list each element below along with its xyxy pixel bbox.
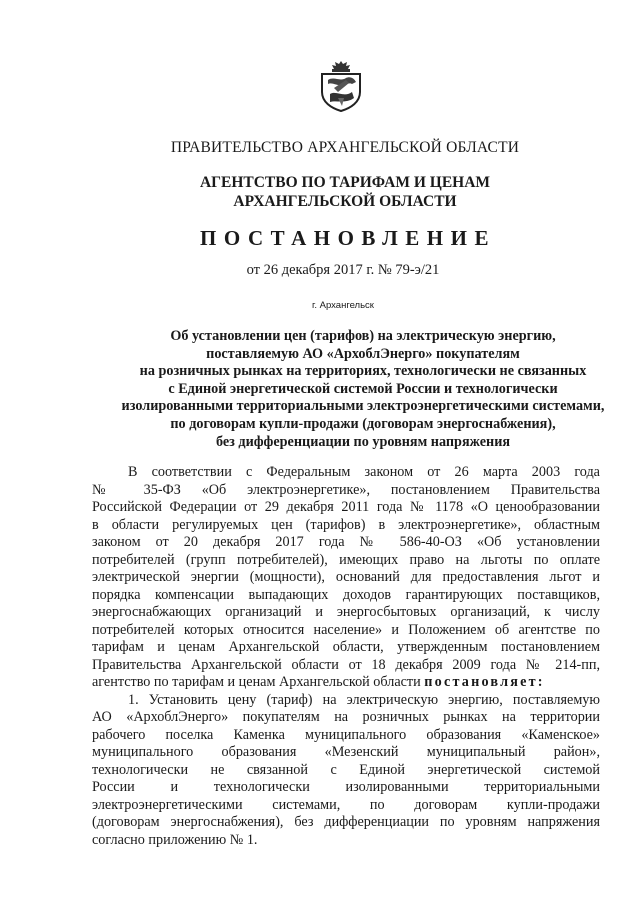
item-1-line: согласно приложению № 1. <box>92 831 258 848</box>
government-title: ПРАВИТЕЛЬСТВО АРХАНГЕЛЬСКОЙ ОБЛАСТИ <box>170 139 520 156</box>
item-1-line: АО «АрхоблЭнерго» покупателям на розничных рынках на территории <box>92 709 600 725</box>
agency-title-line-1: АГЕНТСТВО ПО ТАРИФАМ И ЦЕНАМ <box>199 174 491 191</box>
subject-line: без дифференциации по уровням напряжения <box>215 433 511 450</box>
body-line: потребителей (групп потребителей), имеющих право на льготы по оплате <box>92 551 600 568</box>
city-line: г. Архангельск <box>312 300 374 311</box>
body-line: тарифам и ценам Архангельской области, утвержденным постановлением <box>92 639 600 655</box>
subject-line: на розничных рынках на территориях, технологически не связанных <box>139 363 587 380</box>
body-line-decree <box>92 674 600 692</box>
body-line: потребителей которых относится население» и Положением об агентстве по <box>92 621 600 638</box>
body-line: № 35-ФЗ «Об электроэнергетике», постановлением Правительства <box>92 481 600 498</box>
body-line: электрической энергии (мощности), оснований для предоставления льгот и <box>92 569 600 585</box>
subject-line: по договорам купли-продажи (договорам энергоснабжения), <box>170 415 556 432</box>
item-1-line: 1. Установить цену (тариф) на электрическую энергию, поставляемую <box>128 691 600 708</box>
body-line: в области регулируемых цен (тарифов) в электроэнергетике», областным <box>92 516 600 533</box>
subject-line: Об установлении цен (тарифов) на электрическую энергию, <box>170 328 556 344</box>
body-line: В соответствии с Федеральным законом от 26 марта 2003 года <box>128 464 600 480</box>
coat-of-arms-emblem <box>316 58 366 114</box>
item-1-line: России и технологически изолированными территориальными <box>92 779 600 795</box>
document-type-heading: ПОСТАНОВЛЕНИЕ <box>200 226 496 250</box>
subject-line: с Единой энергетической системой России и технологически <box>168 380 558 397</box>
decree-word: постановляет: <box>424 674 545 690</box>
document-body <box>92 464 600 849</box>
item-1-line: муниципального образования «Мезенский муниципальный район», <box>92 744 600 760</box>
item-1-line: рабочего поселка Каменка муниципального образования «Каменское» <box>92 726 600 743</box>
subject-line: поставляемую АО «АрхоблЭнерго» покупателям <box>206 345 520 362</box>
body-line-text: агентство по тарифам и ценам Архангельской области <box>92 674 421 690</box>
agency-title-line-2: АРХАНГЕЛЬСКОЙ ОБЛАСТИ <box>233 193 457 210</box>
date-number-line: от 26 декабря 2017 г. № 79-э/21 <box>246 262 440 278</box>
body-line: Российской Федерации от 29 декабря 2011 года № 1178 «О ценообразовании <box>92 499 600 515</box>
body-line: энергоснабжающих организаций и энергосбытовых организаций, к числу <box>92 604 600 620</box>
body-line: Правительства Архангельской области от 18 декабря 2009 года № 214-пп, <box>92 656 600 673</box>
document-subject <box>120 328 606 451</box>
item-1-line: электроэнергетическими системами, по договорам купли-продажи <box>92 796 600 813</box>
item-1-line: технологически не связанной с Единой энергетической системой <box>92 761 600 778</box>
subject-line: изолированными территориальными электроэнергетическими системами, <box>121 398 605 415</box>
agency-title <box>0 173 640 211</box>
body-line: порядка компенсации выпадающих доходов гарантирующих поставщиков, <box>92 586 600 603</box>
item-1-line: (договорам энергоснабжения), без дифференциации по уровням напряжения <box>92 814 600 830</box>
body-line: законом от 20 декабря 2017 года № 586-40-ОЗ «Об установлении <box>92 534 600 550</box>
